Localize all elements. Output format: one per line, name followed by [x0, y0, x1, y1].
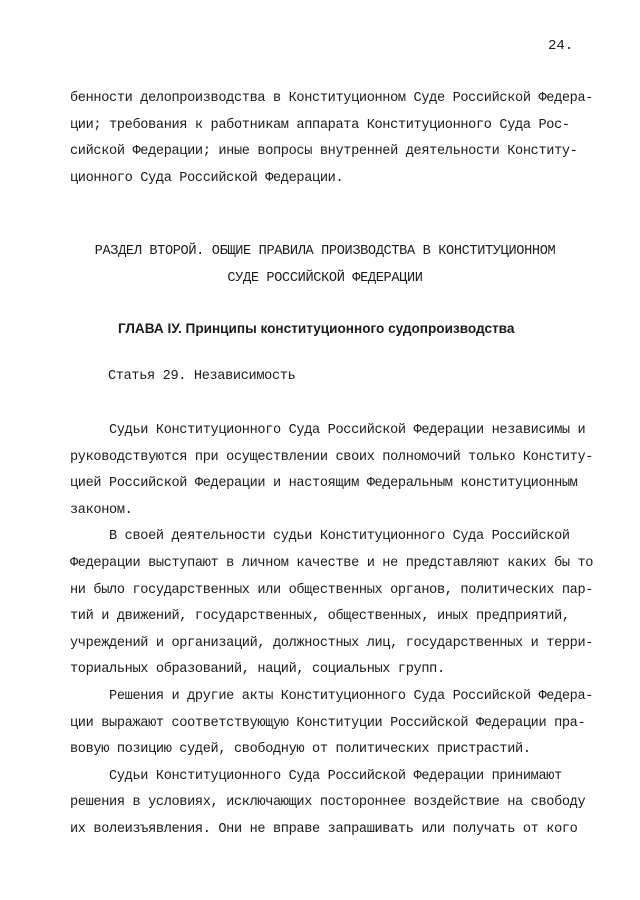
text-line: Решения и другие акты Конституционного Суда Российской Федера- — [70, 688, 594, 704]
intro-paragraph — [70, 86, 594, 192]
text-line: ции выражают соответствующую Конституции Российской Федерации пра- — [70, 715, 586, 731]
text-line: руководствуются при осуществлении своих полномочий только Конститу- — [70, 449, 594, 465]
text-line: ни было государственных или общественных органов, политических пар- — [70, 582, 594, 598]
section-heading-line-1: РАЗДЕЛ ВТОРОЙ. ОБЩИЕ ПРАВИЛА ПРОИЗВОДСТВА В КОНСТИТУЦИОННОМ — [94, 244, 556, 259]
chapter-heading: ГЛАВА IУ. Принципы конституционного судопроизводства — [118, 321, 515, 336]
section-heading — [70, 238, 580, 292]
page-number: 24. — [548, 38, 574, 54]
text-line: ториальных образований, наций, социальных групп. — [70, 662, 445, 678]
text-line: их волеизъявления. Они не вправе запрашивать или получать от кого — [70, 821, 578, 837]
text-line: решения в условиях, исключающих постороннее воздействие на свободу — [70, 795, 586, 811]
section-heading-line-2: СУДЕ РОССИЙСКОЙ ФЕДЕРАЦИИ — [227, 271, 423, 286]
article-heading: Статья 29. Независимость — [108, 369, 296, 384]
text-line: Судьи Конституционного Суда Российской Федерации независимы и — [70, 423, 586, 438]
text-line: бенности делопроизводства в Конституционном Суде Российской Федера- — [70, 91, 594, 106]
text-line: цией Российской Федерации и настоящим Федеральным конституционным — [70, 476, 578, 492]
text-line: учреждений и организаций, должностных лиц, государственных и терри- — [70, 635, 594, 651]
text-line: Федерации выступают в личном качестве и не представляют каких бы то — [70, 555, 594, 571]
text-line: ционного Суда Российской Федерации. — [70, 170, 344, 186]
text-line: вовую позицию судей, свободную от политических пристрастий. — [70, 742, 531, 758]
text-line: законом. — [70, 502, 133, 518]
text-line: В своей деятельности судьи Конституционного Суда Российской — [70, 529, 570, 545]
article-body — [70, 418, 594, 844]
text-line: сийской Федерации; иные вопросы внутренней деятельности Конститу- — [70, 144, 578, 160]
text-line: Судьи Конституционного Суда Российской Федерации принимают — [70, 768, 562, 784]
text-line: ции; требования к работникам аппарата Конституционного Суда Рос- — [70, 117, 570, 133]
text-line: тий и движений, государственных, общественных, иных предприятий, — [70, 609, 570, 625]
